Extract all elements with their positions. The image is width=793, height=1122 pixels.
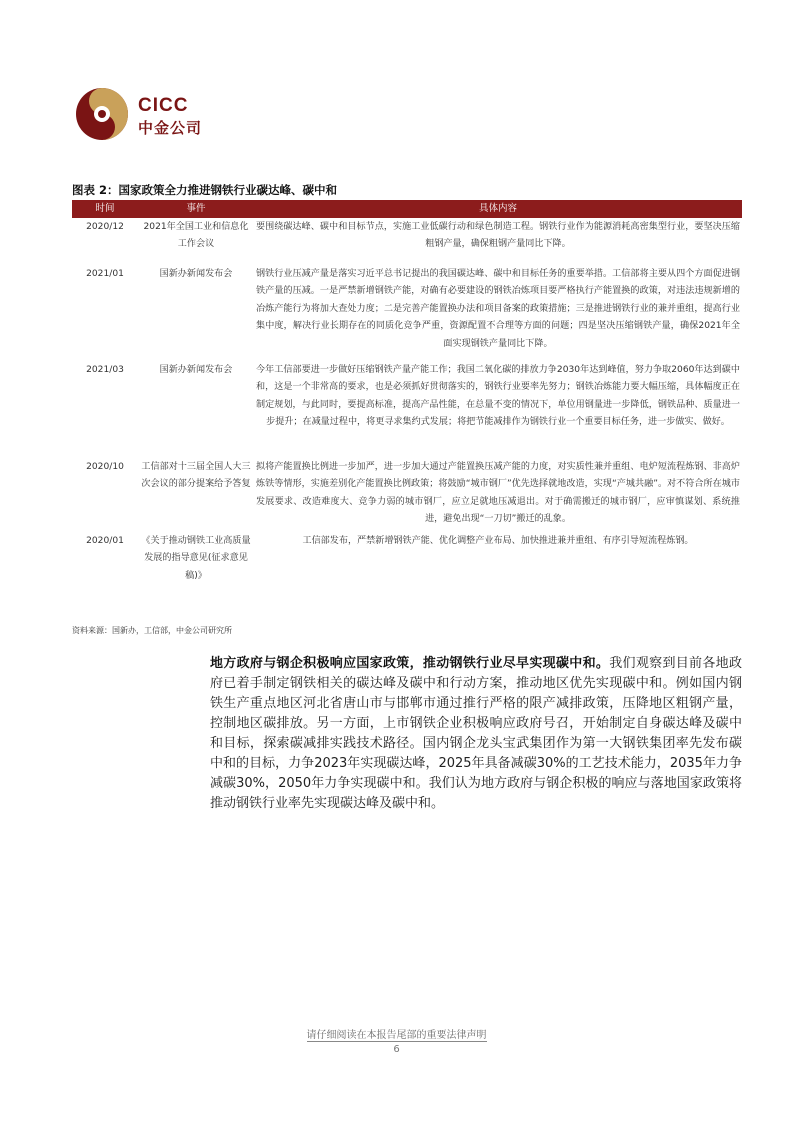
table-row: [72, 532, 742, 611]
cell-time: 2021/03: [86, 364, 124, 375]
table-header-row: [72, 200, 742, 218]
cell-event: 工信部对十三届全国人大三次会议的部分提案给予答复: [141, 461, 251, 489]
brand-name-en: CICC: [138, 95, 189, 116]
table-row: [72, 361, 742, 458]
table-row: [72, 458, 742, 532]
cicc-logo-icon: [74, 86, 130, 142]
table-source-note: 资料来源：国新办，工信部，中金公司研究所: [72, 626, 232, 635]
cell-event: 国新办新闻发布会: [159, 364, 233, 375]
header-time: 时间: [72, 200, 138, 218]
cell-event: 2021年全国工业和信息化工作会议: [143, 221, 249, 249]
cell-event: 《关于推动钢铁工业高质量发展的指导意见(征求意见稿)》: [141, 535, 251, 581]
cell-time: 2021/01: [86, 268, 124, 279]
page-number: 6: [393, 1044, 400, 1055]
cicc-logo: [74, 86, 224, 142]
cell-content: 今年工信部要进一步做好压缩钢铁产量产能工作；我国二氧化碳的排放力争2030年达到峰值，努力争取2060年达到碳中和，这是一个非常高的要求，也是必须抓好贯彻落实的，钢铁行业要率先努力；钢铁冶炼能力要大幅压缩，具体幅度正在制定规划，与此同时，要提高标准，提高产品性能，在总量不变的情况下，单位用钢量进一步降低，钢铁品种、质量进一步提升；在减量过程中，将更寻求集约式发展；将把节能减排作为钢铁行业一个重要目标任务，进一步做实、做好。: [256, 364, 740, 427]
cell-content: 钢铁行业压减产量是落实习近平总书记提出的我国碳达峰、碳中和目标任务的重要举措。工信部将主要从四个方面促进钢铁产量的压减。一是严禁新增钢铁产能，对确有必要建设的钢铁冶炼项目要严格执行产能置换的政策，对违法违规新增的冶炼产能行为将加大查处力度；二是完善产能置换办法和项目备案的政策措施；三是推进钢铁行业的兼并重组，提高行业集中度，解决行业长期存在的同质化竞争严重，资源配置不合理等方面的问题；四是坚决压缩钢铁产量，确保2021年全面实现钢铁产量同比下降。: [256, 268, 740, 349]
figure-title: 图表 2：国家政策全力推进钢铁行业碳达峰、碳中和: [72, 183, 338, 197]
header-event: 事件: [138, 200, 254, 218]
cell-time: 2020/10: [86, 461, 124, 472]
cell-time: 2020/12: [86, 221, 124, 232]
cell-time: 2020/01: [86, 535, 124, 546]
legal-notice-text[interactable]: 请仔细阅读在本报告尾部的重要法律声明: [306, 1030, 487, 1041]
cell-content: 工信部发布，严禁新增钢铁产能、优化调整产业布局、加快推进兼并重组、有序引导短流程炼钢。: [302, 535, 694, 546]
cell-content: 要围绕碳达峰、碳中和目标节点，实施工业低碳行动和绿色制造工程。钢铁行业作为能源消耗高密集型行业，要坚决压缩粗钢产量，确保粗钢产量同比下降。: [256, 221, 740, 249]
brand-name-cn: 中金公司: [138, 119, 203, 137]
body-lead: 地方政府与钢企积极响应国家政策，推动钢铁行业尽早实现碳中和。: [210, 656, 610, 671]
cell-content: 拟将产能置换比例进一步加严，进一步加大通过产能置换压减产能的力度，对实质性兼并重组、电炉短流程炼钢、非高炉炼铁等情形，实施差别化产能置换比例政策；将鼓励“城市钢厂”优先选择就地改造，实现“产城共融”。对不符合所在城市发展要求、改造难度大、竞争力弱的城市钢厂，应立足就地压减退出。对于确需搬迁的城市钢厂，应审慎谋划、系统推进，避免出现“一刀切”搬迁的乱象。: [256, 461, 740, 524]
policy-table: [72, 200, 742, 611]
body-paragraph: [210, 654, 742, 814]
table-row: [72, 218, 742, 265]
cell-event: 国新办新闻发布会: [159, 268, 233, 279]
legal-notice-link[interactable]: [0, 1026, 793, 1041]
header-content: 具体内容: [254, 200, 742, 218]
body-text: 我们观察到目前各地政府已着手制定钢铁相关的碳达峰及碳中和行动方案，推动地区优先实现碳中和。例如国内钢铁生产重点地区河北省唐山市与邯郸市通过推行严格的限产减排政策，压降地区粗钢产量，控制地区碳排放。另一方面，上市钢铁企业积极响应政府号召，开始制定自身碳达峰及碳中和目标，探索碳减排实践技术路径。国内钢企龙头宝武集团作为第一大钢铁集团率先发布碳中和的目标，力争2023年实现碳达峰，2025年具备减碳30%的工艺技术能力，2035年力争减碳30%，2050年力争实现碳中和。我们认为地方政府与钢企积极的响应与落地国家政策将推动钢铁行业率先实现碳达峰及碳中和。: [210, 656, 742, 811]
table-row: [72, 265, 742, 361]
